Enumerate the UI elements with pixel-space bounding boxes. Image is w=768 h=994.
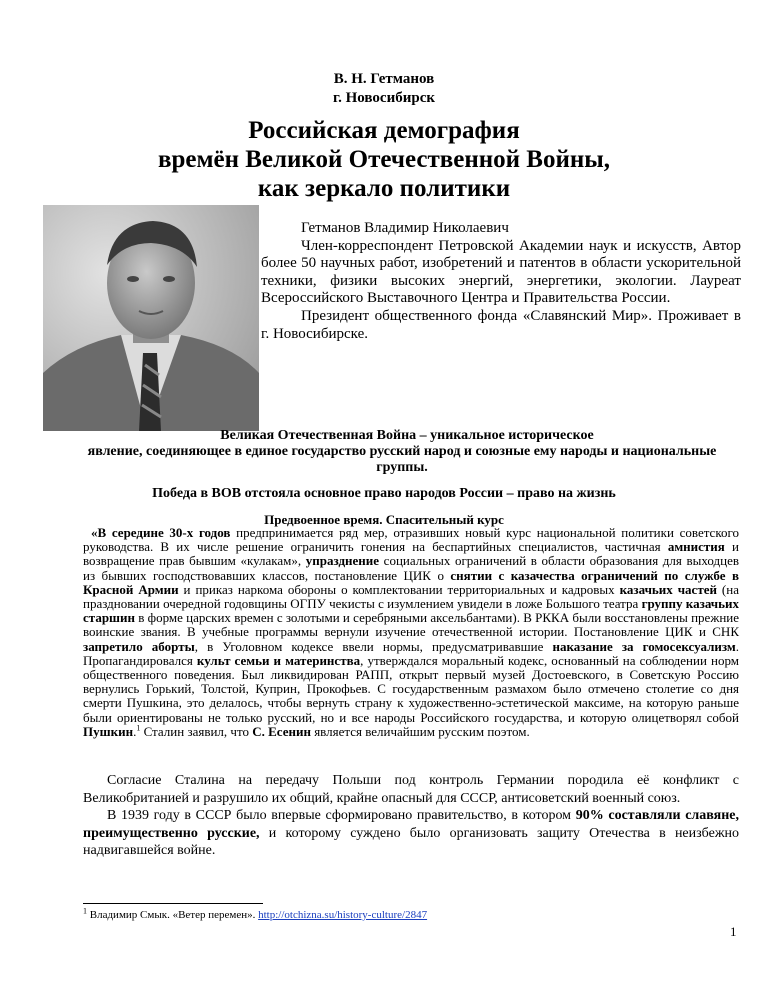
title-line-1: Российская демография: [248, 117, 520, 144]
quote-s22: С. Есенин: [252, 723, 311, 739]
author-name: В. Н. Гетманов: [333, 71, 435, 87]
quote-s3: амнистия: [667, 539, 725, 555]
footnote-number: 1: [83, 906, 87, 916]
quote-s6: социальных ограничений в области образования для выходцев из бывших господствовавших классов, постановление ЦИК о: [83, 553, 739, 583]
bio-text-2: Президент общественного фонда «Славянский Мир». Проживает в г. Новосибирске.: [261, 307, 741, 342]
quote-s4: и возвращение прав бывшим «кулакам»,: [83, 539, 739, 569]
quote-s1: «В середине 30-х годов: [91, 525, 231, 540]
paragraph-2-a: В 1939 году в СССР было впервые сформировано правительство, в котором: [107, 808, 576, 823]
footnote-divider: [83, 903, 263, 904]
quote-s17: культ семьи и материнства: [196, 652, 361, 668]
victory-heading: Победа в ВОВ отстояла основное право народов России – право на жизнь: [152, 486, 616, 501]
lead-line-1: Великая Отечественная Война – уникальное историческое: [220, 428, 594, 443]
quote-s19: Пушкин: [83, 723, 134, 739]
lead-line-2: явление, соединяющее в единое государство русский народ и союзные ему народы и национальные группы.: [87, 444, 717, 475]
quote-s12: в форме царских времен с золотыми и серебряными аксельбантами). В РККА были восстановлены прежние воинские звания. В учебные программы вернули изучение отечественной истории. Постановление ЦИК и СНК: [83, 610, 739, 640]
quote-s2: предпринимается ряд мер, отразивших новый курс национальной политики советского руководства. В их числе решение ограничить гонения на беспартийных специалистов, частичная: [83, 525, 739, 555]
quote-s15: наказание за гомосексуализм: [552, 638, 736, 654]
quote-s23: является величайшим русским поэтом.: [310, 723, 530, 739]
paragraph-2: [83, 807, 739, 860]
quote-s21: Сталин заявил, что: [140, 723, 253, 739]
paragraph-2-text: [83, 807, 739, 860]
quote-s9: казачьих частей: [619, 581, 717, 597]
quote-s14: , в Уголовном кодексе ввели нормы, предусматривавшие: [194, 638, 553, 654]
quote-s5: упразднение: [305, 553, 380, 569]
quote-s16: . Пропагандировался: [83, 638, 740, 668]
quote-s8: и приказ наркома обороны о комплектовании территориальных и кадровых: [178, 581, 620, 597]
footnote-link[interactable]: http://otchizna.su/history-culture/2847: [258, 909, 428, 921]
footnote-ref[interactable]: 1: [136, 723, 141, 733]
author-city: г. Новосибирск: [333, 90, 435, 106]
quote-s11: группу казачьих старшин: [83, 596, 739, 626]
footnote-text: Владимир Смык. «Ветер перемен».: [87, 909, 259, 921]
quote-s18: , утверждался моральный кодекс, основанный на соблюдении норм общественного поведения. Был ликвидирован РАПП, открыт первый музей Достоевского, в Советскую Россию вернулись Горький, Толстой, Куприн, Прокофьев. С государственным размахом было отмечено столетие со дня смерти Пушкина, это делалось, чтобы вернуть страну к художественно-эстетической максиме, на которую раньше были ориентированы не только русский, но и все народы Российского государства, и которую олицетворял собой: [83, 652, 740, 725]
quote-paragraph: [83, 526, 739, 739]
paragraph-2-c: и которому суждено было организовать защиту Отечества в неизбежно надвигавшейся войне.: [83, 825, 739, 858]
paragraph-1-text: Согласие Сталина на передачу Польши под контроль Германии породила её конфликт с Великобританией и разрушило их общий, крайне опасный для СССР, антисоветский военный союз.: [83, 773, 739, 806]
title-line-2: времён Великой Отечественной Войны,: [157, 146, 611, 173]
paragraph-1: [83, 772, 739, 807]
author-bio: [261, 220, 741, 343]
quote-s13: запретило аборты: [83, 638, 195, 654]
quote-s7: снятии с казачества ограничений по службе в Красной Армии: [83, 567, 739, 597]
quote-block: [83, 526, 739, 739]
footnote: [83, 908, 703, 922]
lead-statement: [64, 428, 740, 476]
page-number: 1: [730, 924, 737, 939]
bio-text-1: Член-корреспондент Петровской Академии наук и искусств, Автор более 50 научных работ, изобретений и патентов в области ускорительной техники, физики высоких энергий, энергетики, экологии. Лауреат Всероссийского Выставочного Центра и Правительства России.: [261, 237, 741, 307]
quote-s20: .: [133, 723, 137, 739]
section-heading: Предвоенное время. Спасительный курс: [264, 512, 504, 527]
title-line-3: как зеркало политики: [257, 175, 511, 202]
author-photo: [43, 205, 259, 431]
bio-name: Гетманов Владимир Николаевич: [301, 220, 509, 236]
quote-s10: (на праздновании очередной годовщины ОГПУ чекисты с изумлением увидели в ложе Большого театра: [83, 581, 739, 612]
paragraph-2-b: 90% составляли славяне, преимущественно русские,: [83, 808, 740, 841]
